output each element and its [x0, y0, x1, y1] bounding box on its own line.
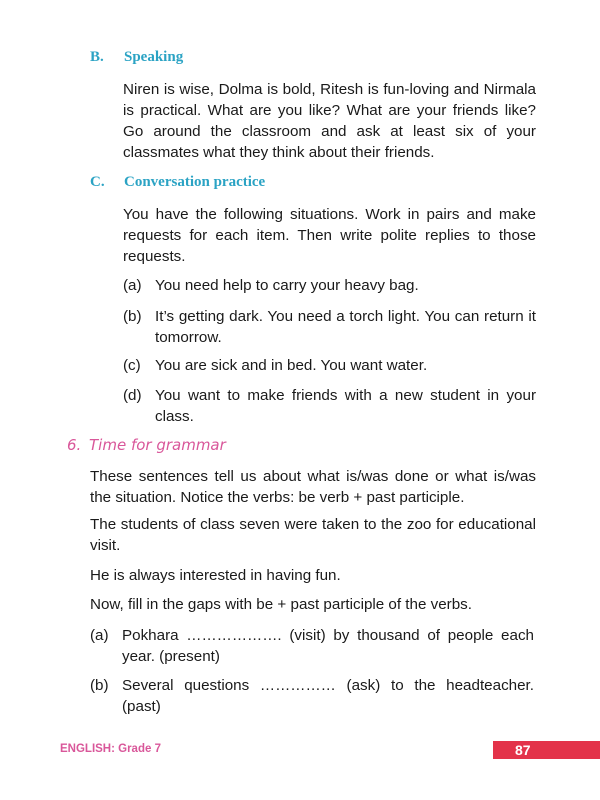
item-text: Pokhara ………………. (visit) by thousand of people each year. (present) [122, 627, 534, 665]
item-label: (a) [90, 627, 109, 644]
grammar-paragraph: He is always interested in having fun. [90, 567, 341, 584]
grammar-paragraph: The students of class seven were taken to the zoo for educational visit. [90, 516, 536, 554]
book-label: ENGLISH: Grade 7 [60, 743, 161, 755]
exercise-item [90, 625, 536, 667]
section-b-title: Speaking [124, 49, 184, 65]
item-text: You want to make friends with a new student in your class. [155, 387, 536, 425]
item-text: It’s getting dark. You need a torch light. You can return it tomorrow. [155, 308, 536, 346]
section-6-number: 6. [67, 436, 82, 454]
grammar-paragraph: Now, fill in the gaps with be + past participle of the verbs. [90, 596, 473, 613]
list-item [123, 355, 536, 376]
item-label: (a) [123, 277, 142, 294]
item-text: Several questions …………… (ask) to the headteacher. (past) [122, 677, 534, 715]
section-c-heading [90, 174, 390, 194]
exercise-item [90, 675, 536, 717]
item-label: (d) [123, 387, 142, 404]
list-item [123, 275, 536, 296]
section-c-title: Conversation practice [124, 174, 266, 190]
grammar-paragraph: These sentences tell us about what is/was done or what is/was the situation. Notice the verbs: be verb + past participle. [90, 468, 536, 506]
list-item [123, 385, 536, 427]
section-6-title: Time for grammar [89, 436, 226, 454]
page-number: 87 [515, 742, 531, 758]
item-label: (c) [123, 357, 141, 374]
section-c-letter: C. [90, 174, 105, 190]
list-item [123, 306, 536, 348]
section-c-paragraph: You have the following situations. Work in pairs and make requests for each item. Then write polite replies to those requests. [123, 206, 536, 265]
item-text: You are sick and in bed. You want water. [155, 357, 428, 374]
section-b-letter: B. [90, 49, 104, 65]
section-b-paragraph: Niren is wise, Dolma is bold, Ritesh is fun-loving and Nirmala is practical. What are you like? What are your friends like? Go around the classroom and ask at least six of your classmates what they think about their friends. [123, 81, 536, 161]
section-6-heading [67, 436, 367, 456]
page-number-bar [493, 741, 600, 759]
section-b-heading [90, 49, 390, 69]
item-label: (b) [123, 308, 142, 325]
item-label: (b) [90, 677, 109, 694]
item-text: You need help to carry your heavy bag. [155, 277, 419, 294]
